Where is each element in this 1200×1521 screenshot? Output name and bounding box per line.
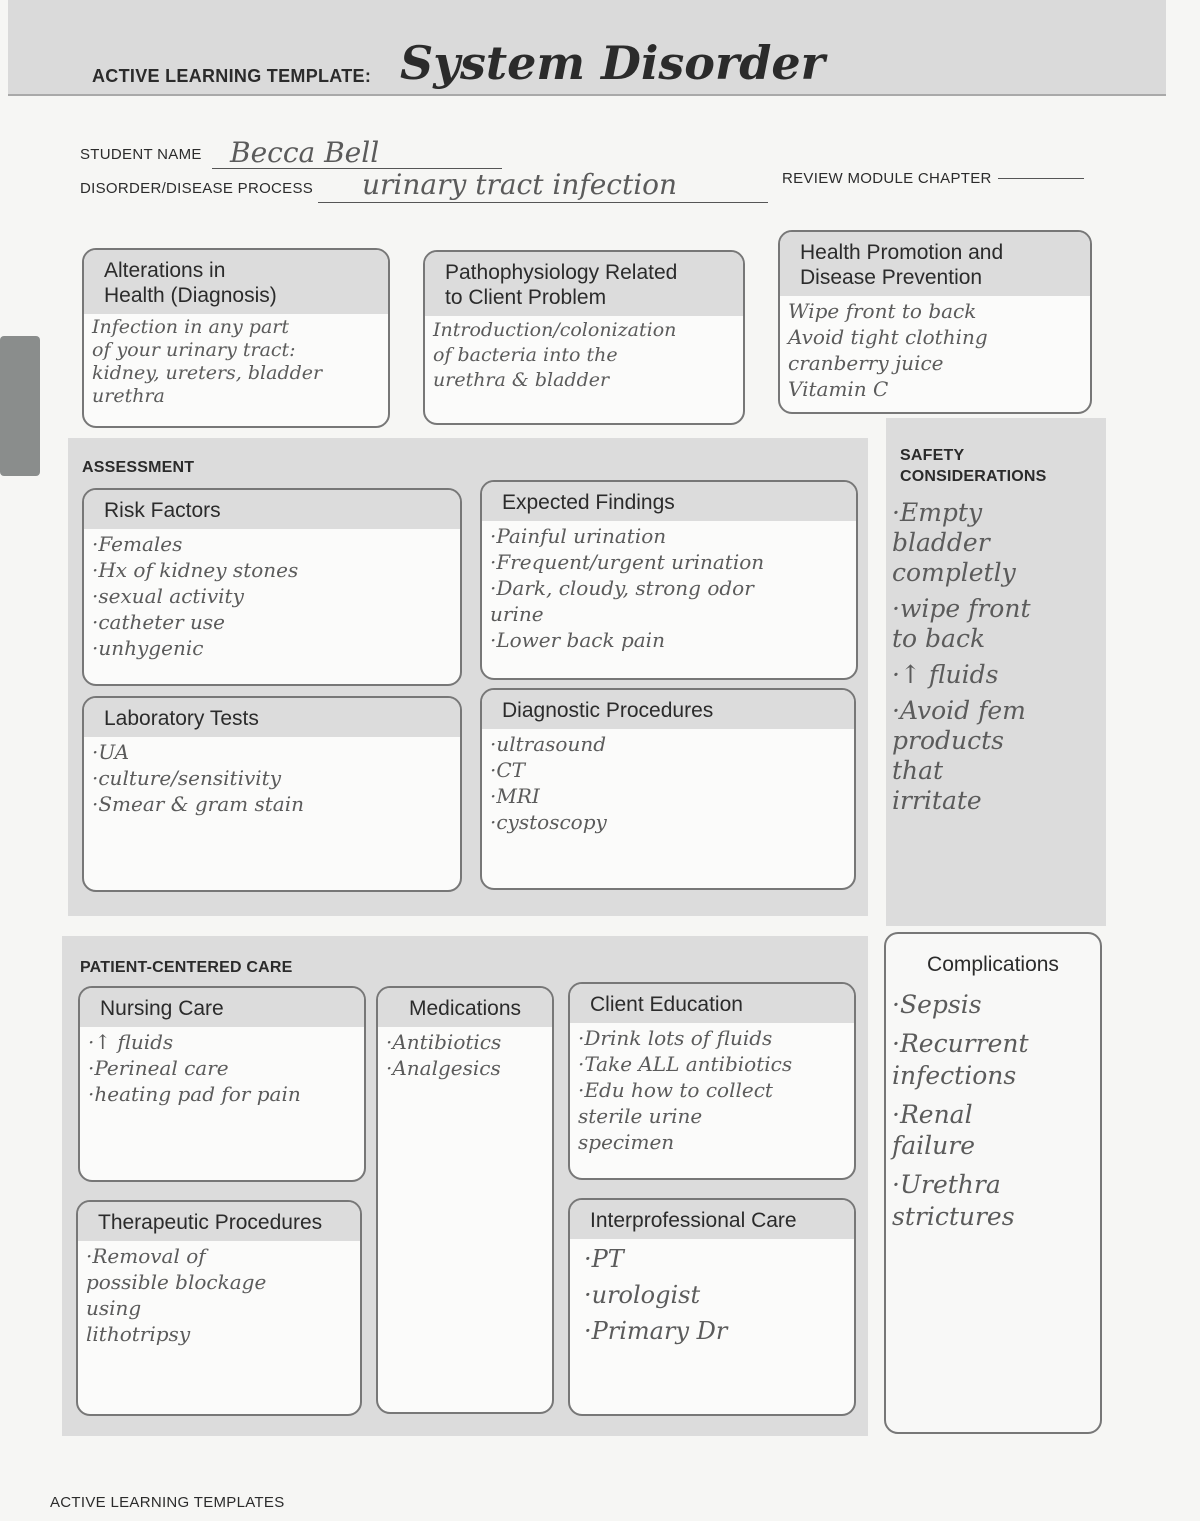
complications-title: Complications [927, 953, 1059, 976]
alterations-title: Alterations in Health (Diagnosis) [84, 250, 388, 314]
template-label: ACTIVE LEARNING TEMPLATE: [92, 66, 372, 86]
medication-item: ·Analgesics [386, 1056, 501, 1081]
complication-item: ·Recurrent infections [892, 1029, 1029, 1090]
safety-item: ·Avoid fem products that irritate [892, 696, 1026, 815]
pathophysiology-box [423, 250, 745, 425]
safety-item: ·wipe front to back [892, 594, 1031, 653]
laboratory-tests-title: Laboratory Tests [84, 698, 460, 737]
therapeutic-procedures-title: Therapeutic Procedures [78, 1202, 360, 1241]
expected-finding-item: ·Lower back pain [490, 628, 665, 653]
expected-findings-title: Expected Findings [482, 482, 856, 521]
risk-factor-item: ·unhygenic [92, 636, 204, 661]
complication-item: ·Sepsis [892, 990, 982, 1020]
risk-factor-item: ·sexual activity [92, 584, 244, 609]
footer-text: ACTIVE LEARNING TEMPLATES [50, 1494, 285, 1511]
health-promotion-box [778, 230, 1092, 414]
safety-label: SAFETY CONSIDERATIONS [900, 447, 1047, 485]
alterations-text: Infection in any part of your urinary tract: kidney, ureters, bladder urethra [92, 316, 323, 407]
diagnostic-item: ·cystoscopy [490, 810, 607, 835]
diagnostic-item: ·ultrasound [490, 732, 607, 757]
client-education-title: Client Education [570, 984, 854, 1023]
expected-findings-box [480, 480, 858, 680]
nursing-care-item: ·heating pad for pain [88, 1082, 301, 1107]
medications-title: Medications [378, 988, 552, 1027]
assessment-label: ASSESSMENT [82, 459, 195, 476]
health-promotion-item: Avoid tight clothing [788, 325, 988, 350]
nursing-care-item: ·Perineal care [88, 1056, 229, 1081]
nursing-care-box [78, 986, 366, 1182]
review-chapter-line [998, 178, 1084, 179]
medications-box [376, 986, 554, 1414]
therapeutic-procedures-box [76, 1200, 362, 1416]
pathophysiology-text: Introduction/colonization of bacteria into the urethra & bladder [433, 319, 677, 391]
risk-factors-title: Risk Factors [84, 490, 460, 529]
alterations-box [82, 248, 390, 428]
diagnostic-item: ·CT [490, 758, 525, 783]
safety-list [892, 490, 1098, 822]
expected-finding-item: ·Dark, cloudy, strong odor urine [490, 576, 754, 627]
interprofessional-item: ·Primary Dr [584, 1317, 728, 1346]
student-name-value: Becca Bell [230, 136, 380, 169]
client-education-item: ·Edu how to collect sterile urine specimen [578, 1078, 773, 1155]
patient-care-label: PATIENT-CENTERED CARE [80, 959, 293, 976]
lab-test-item: ·UA [92, 740, 130, 765]
disorder-line [318, 202, 768, 203]
health-promotion-item: Wipe front to back [788, 299, 977, 324]
risk-factor-item: ·catheter use [92, 610, 226, 635]
complication-item: ·Urethra strictures [892, 1170, 1015, 1231]
interprofessional-care-title: Interprofessional Care [570, 1200, 854, 1239]
safety-item: ·Empty bladder completly [892, 498, 1016, 587]
disorder-value: urinary tract infection [362, 168, 678, 201]
diagnostic-procedures-title: Diagnostic Procedures [482, 690, 854, 729]
laboratory-tests-box [82, 696, 462, 892]
client-education-box [568, 982, 856, 1180]
complication-item: ·Renal failure [892, 1099, 975, 1161]
client-education-item: ·Drink lots of fluids [578, 1026, 773, 1051]
diagnostic-procedures-box [480, 688, 856, 890]
health-promotion-item: cranberry juice [788, 351, 944, 376]
risk-factor-item: ·Hx of kidney stones [92, 558, 299, 583]
expected-finding-item: ·Painful urination [490, 524, 667, 549]
pathophysiology-title: Pathophysiology Related to Client Problem [425, 252, 743, 316]
health-promotion-title: Health Promotion and Disease Prevention [780, 232, 1090, 296]
client-education-item: ·Take ALL antibiotics [578, 1052, 793, 1077]
interprofessional-item: ·urologist [584, 1281, 701, 1310]
medication-item: ·Antibiotics [386, 1030, 502, 1055]
interprofessional-item: ·PT [584, 1245, 624, 1274]
complications-box [884, 932, 1102, 1434]
nursing-care-title: Nursing Care [80, 988, 364, 1027]
lab-test-item: ·Smear & gram stain [92, 792, 304, 817]
disorder-label: DISORDER/DISEASE PROCESS [80, 180, 314, 197]
lab-test-item: ·culture/sensitivity [92, 766, 281, 791]
template-title: System Disorder [400, 36, 825, 90]
interprofessional-care-box [568, 1198, 856, 1416]
tape-strip [0, 336, 40, 476]
diagnostic-item: ·MRI [490, 784, 540, 809]
safety-item: ·↑ fluids [892, 660, 999, 689]
risk-factor-item: ·Females [92, 532, 183, 557]
therapeutic-item: ·Removal of possible blockage using lithotripsy [86, 1244, 267, 1347]
risk-factors-box [82, 488, 462, 686]
health-promotion-item: Vitamin C [788, 377, 889, 402]
expected-finding-item: ·Frequent/urgent urination [490, 550, 765, 575]
student-name-label: STUDENT NAME [80, 146, 202, 163]
review-chapter-label: REVIEW MODULE CHAPTER [782, 170, 992, 187]
nursing-care-item: ·↑ fluids [88, 1030, 174, 1055]
